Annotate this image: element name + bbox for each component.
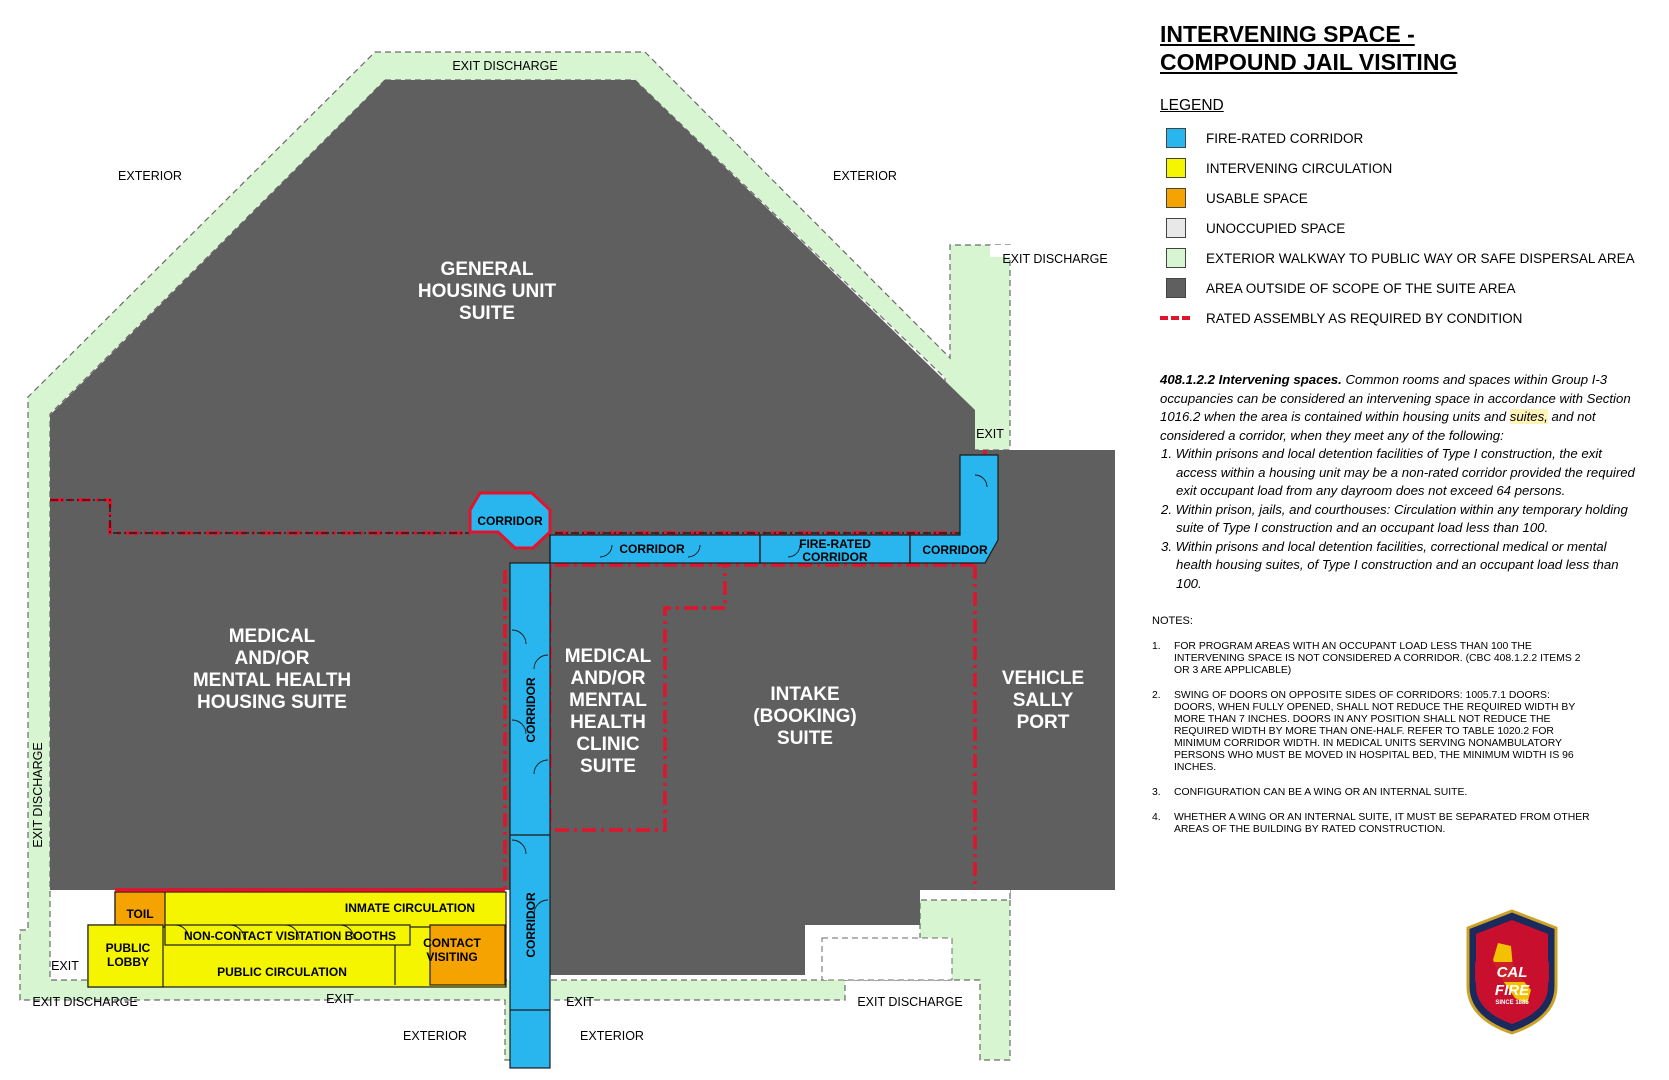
legend-swatch — [1166, 218, 1186, 238]
code-item-2: 2. Within prison, jails, and courthouses: Circulation within any temporary holding suite of Type I construction and an occupant load less than 100. — [1161, 501, 1628, 535]
notes-heading: NOTES: — [1152, 615, 1193, 627]
svg-text:CAL: CAL — [1496, 964, 1528, 981]
legend — [1160, 123, 1660, 333]
legend-dash — [1160, 316, 1190, 320]
svg-text:FIRE: FIRE — [1494, 982, 1530, 999]
svg-text:MENTAL HEALTH: MENTAL HEALTH — [192, 670, 352, 691]
title-line-1: INTERVENING SPACE - — [1160, 21, 1415, 47]
exit-label-right: EXIT — [976, 427, 1004, 441]
code-item-3: 3. Within prisons and local detention facilities, correctional medical or mental health housing suites, of Type I construction and an occupant load less than 100. — [1161, 538, 1619, 591]
exit-discharge-left: EXIT DISCHARGE — [31, 742, 45, 848]
exterior-label-bottom-right: EXTERIOR — [580, 1029, 644, 1043]
notes-list — [1152, 641, 1592, 836]
corridor-label-corner: CORRIDOR — [922, 543, 988, 557]
cal-fire-logo — [1463, 908, 1561, 1036]
legend-swatch — [1166, 128, 1186, 148]
code-item-1: 1. Within prisons and local detention facilities of Type I construction, the exit access within a housing unit may be a non-rated corridor provided the required exit occupant load from any dayroom does not exceed 64 persons. — [1161, 446, 1635, 498]
legend-item-out-of-scope: AREA OUTSIDE OF SCOPE OF THE SUITE AREA — [1160, 273, 1660, 303]
note-item: 3. CONFIGURATION CAN BE A WING OR AN INTERNAL SUITE. — [1152, 787, 1468, 798]
corridor-label-east: CORRIDOR — [619, 542, 685, 556]
public-lobby-label-1: PUBLIC — [105, 941, 151, 955]
inmate-circulation-label: INMATE CIRCULATION — [344, 901, 476, 915]
exit-discharge-right: EXIT DISCHARGE — [1002, 252, 1108, 266]
svg-text:AND/OR: AND/OR — [570, 668, 646, 689]
svg-text:GENERAL: GENERAL — [440, 259, 534, 280]
legend-swatch — [1166, 188, 1186, 208]
legend-swatch — [1166, 158, 1186, 178]
svg-text:PORT: PORT — [1016, 712, 1070, 733]
toil-label: TOIL — [126, 907, 154, 921]
non-contact-booths-label: NON-CONTACT VISITATION BOOTHS — [184, 929, 396, 943]
legend-item-fire-rated: FIRE-RATED CORRIDOR — [1160, 123, 1660, 153]
legend-swatch — [1166, 248, 1186, 268]
code-title: 408.1.2.2 Intervening spaces. — [1160, 372, 1342, 387]
svg-text:VEHICLE: VEHICLE — [1001, 668, 1085, 689]
svg-text:SALLY: SALLY — [1012, 690, 1074, 711]
code-section — [1160, 371, 1645, 593]
exit-discharge-bottom-left: EXIT DISCHARGE — [32, 995, 138, 1009]
public-circulation-label: PUBLIC CIRCULATION — [217, 965, 347, 979]
corridor-label-node: CORRIDOR — [477, 514, 543, 528]
note-item: 1. FOR PROGRAM AREAS WITH AN OCCUPANT LOAD LESS THAN 100 THE INTERVENING SPACE IS NOT CONSIDERED A CORRIDOR. (CBC 408.1.2.2 ITEMS 2 OR 3 ARE APPLICABLE) — [1152, 641, 1581, 676]
svg-text:SINCE 1885: SINCE 1885 — [1495, 1000, 1529, 1006]
contact-visiting-label-2: VISITING — [426, 950, 478, 964]
legend-item-rated-assembly: RATED ASSEMBLY AS REQUIRED BY CONDITION — [1160, 303, 1660, 333]
exit-discharge-bottom-right: EXIT DISCHARGE — [857, 995, 963, 1009]
code-intro-highlight: suites, — [1509, 409, 1548, 424]
legend-swatch — [1166, 278, 1186, 298]
corridor-label-vertical-2: CORRIDOR — [524, 892, 538, 958]
svg-text:INTAKE: INTAKE — [770, 684, 840, 705]
contact-visiting-label-1: CONTACT — [423, 936, 481, 950]
legend-item-exterior-walkway: EXTERIOR WALKWAY TO PUBLIC WAY OR SAFE DISPERSAL AREA — [1160, 243, 1660, 273]
svg-text:HOUSING SUITE: HOUSING SUITE — [197, 692, 347, 713]
out-of-scope-building — [50, 80, 1115, 975]
exit-label-corridor: EXIT — [566, 995, 594, 1009]
fire-rated-label-2: CORRIDOR — [802, 550, 868, 564]
code-list — [1160, 445, 1645, 593]
legend-item-usable: USABLE SPACE — [1160, 183, 1660, 213]
svg-text:AND/OR: AND/OR — [234, 648, 310, 669]
info-panel — [1152, 20, 1660, 849]
corridor-label-vertical-1: CORRIDOR — [524, 677, 538, 743]
svg-text:MEDICAL: MEDICAL — [228, 626, 316, 647]
svg-text:MENTAL: MENTAL — [569, 690, 647, 711]
note-item: 4. WHETHER A WING OR AN INTERNAL SUITE, IT MUST BE SEPARATED FROM OTHER AREAS OF THE BUILDING BY RATED CONSTRUCTION. — [1152, 812, 1590, 835]
code-intro-a: Common rooms and spaces within Group I-3 occupancies can be considered an intervening space in accordance with Section 1016.2 when the area is contained within housing units and — [1160, 372, 1631, 424]
svg-text:CLINIC: CLINIC — [576, 734, 640, 755]
code-intro-b: and not considered a corridor, when they meet any of the following: — [1160, 409, 1596, 443]
public-lobby-label-2: LOBBY — [107, 955, 149, 969]
svg-text:(BOOKING): (BOOKING) — [753, 706, 857, 727]
legend-item-intervening: INTERVENING CIRCULATION — [1160, 153, 1660, 183]
exit-discharge-top: EXIT DISCHARGE — [452, 59, 558, 73]
legend-item-unoccupied: UNOCCUPIED SPACE — [1160, 213, 1660, 243]
exterior-label-bottom-left: EXTERIOR — [403, 1029, 467, 1043]
svg-text:SUITE: SUITE — [580, 756, 636, 777]
legend-heading: LEGEND — [1160, 97, 1224, 114]
svg-text:HEALTH: HEALTH — [570, 712, 646, 733]
svg-text:SUITE: SUITE — [777, 728, 833, 749]
title-line-2: COMPOUND JAIL VISITING — [1160, 49, 1458, 75]
exterior-label-left: EXTERIOR — [118, 169, 182, 183]
svg-text:HOUSING UNIT: HOUSING UNIT — [417, 281, 557, 302]
exit-label-bottom: EXIT — [326, 992, 354, 1006]
exit-label-lobby: EXIT — [51, 959, 79, 973]
exterior-label-right: EXTERIOR — [833, 169, 897, 183]
note-item: 2. SWING OF DOORS ON OPPOSITE SIDES OF CORRIDORS: 1005.7.1 DOORS: DOORS, WHEN FULLY OPENED, SHALL NOT REDUCE THE REQUIRED WIDTH BY MORE THAN 7 INCHES. DOORS IN ANY POSITION SHALL NOT REDUCE THE REQUIRED WIDTH BY MORE THAN ONE-HALF. REFER TO TABLE 1020.2 FOR MINIMUM CORRIDOR WIDTH. IN MEDICAL UNITS SERVING NONAMBULATORY PERSONS WHO MUST BE MOVED IN HOSPITAL BED, THE MINIMUM WIDTH IS 96 INCHES. — [1152, 690, 1576, 773]
svg-text:SUITE: SUITE — [459, 303, 515, 324]
fire-rated-label-1: FIRE-RATED — [799, 537, 871, 551]
svg-text:MEDICAL: MEDICAL — [564, 646, 652, 667]
